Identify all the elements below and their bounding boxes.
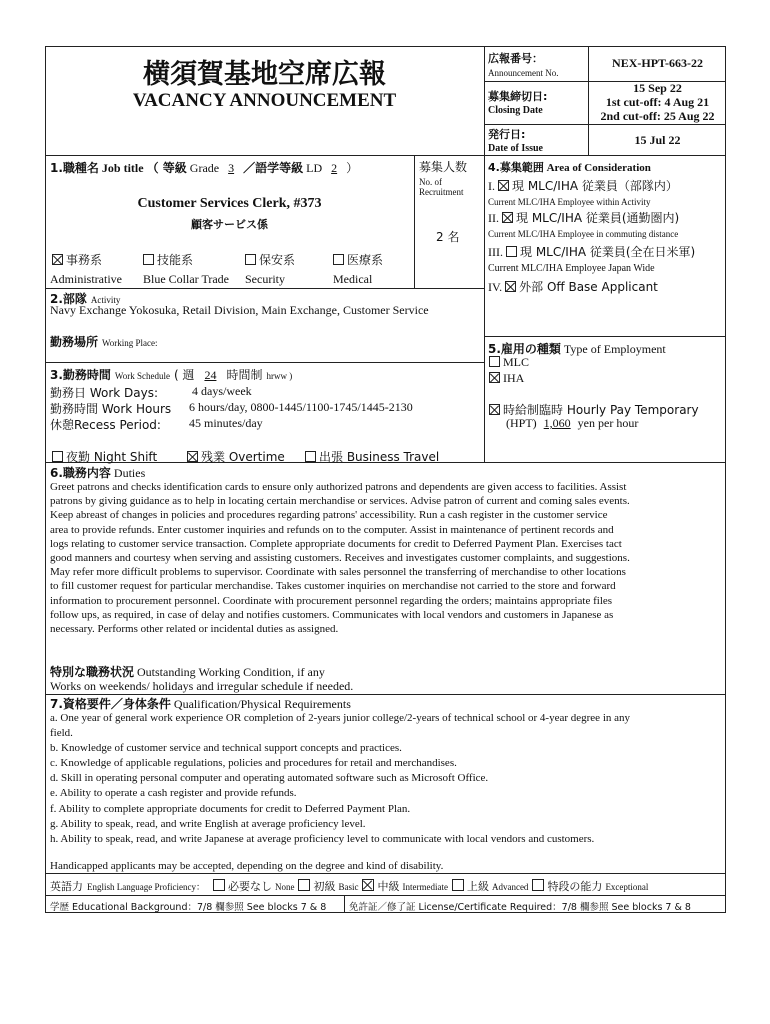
qualification-line: f. Ability to complete appropriate documents for credit to Deferred Payment Plan.: [50, 802, 411, 815]
duties-line: follow ups, as required, in case of delay and notifies customers. Communicates with local vendors and customers in Japanese as: [50, 608, 614, 621]
english-option-label-jp: 初級: [313, 880, 336, 893]
week-hours: 24: [204, 368, 217, 382]
grade-value: 3: [228, 161, 235, 175]
activity-label-jp: 2.部隊: [50, 292, 87, 306]
night-shift-label: 夜勤 Night Shift: [66, 450, 158, 464]
area-item-3[interactable]: [488, 243, 695, 274]
announcement-no: NEX-HPT-663-22: [612, 56, 703, 70]
divider: [484, 46, 485, 346]
area-num: IV.: [488, 280, 503, 294]
schedule-label: [50, 366, 292, 384]
issue-date: 15 Jul 22: [634, 133, 681, 147]
duties-line: patrons by giving guidance as to help in locating certain merchandise or services. Advise patron of current and coming sales events.: [50, 495, 630, 508]
special-condition-value: Works on weekends/ holidays and irregular schedule if needed.: [50, 679, 354, 693]
qualification-line: d. Skill in operating personal computer and operating automated software such as Microsoft Office.: [50, 772, 489, 785]
duties-line: necessary. Performs other related or incidental duties as assigned.: [50, 623, 339, 636]
checkbox[interactable]: [298, 879, 310, 891]
grade-label-en: Grade: [189, 161, 220, 175]
work-hours-label: 勤務時間 Work Hours: [50, 402, 172, 416]
recruit-label-en-1: No. of: [419, 177, 442, 187]
hpt-suffix: yen per hour: [577, 416, 639, 430]
checkbox[interactable]: [452, 879, 464, 891]
duties-label-jp: 6.職務内容: [50, 466, 111, 480]
qualification-line: field.: [50, 727, 73, 740]
area-label-jp: 4.募集範囲: [488, 161, 544, 174]
qualification-line: c. Knowledge of applicable regulations, policies and procedures for retail and merchandises.: [50, 757, 457, 770]
overtime-option[interactable]: [187, 448, 285, 465]
closing-date-label-jp: 募集締切日:: [488, 90, 548, 103]
grade-label-jp: （ 等級: [146, 161, 187, 175]
announcement-no-label: [488, 50, 558, 78]
english-option-label-en: Intermediate: [402, 882, 448, 892]
english-option-label-jp: 中級: [377, 880, 400, 893]
checkbox[interactable]: [532, 879, 544, 891]
qualification-label-jp: 7.資格要件／身体条件: [50, 697, 171, 711]
divider: [414, 155, 415, 288]
recess-value: 45 minutes/day: [189, 416, 263, 430]
recruit-label-en-2: Recruitment: [419, 187, 464, 197]
area-num: I.: [488, 179, 495, 193]
english-option-basic[interactable]: [298, 877, 358, 894]
area-label-en: Area of Consideration: [546, 162, 651, 174]
english-option-advanced[interactable]: [452, 877, 528, 894]
area-label: [488, 159, 651, 175]
week-suffix-en: hrww ): [266, 371, 293, 381]
checkbox[interactable]: [489, 404, 500, 415]
category-label-jp: 技能系: [157, 253, 194, 267]
work-hours-value: 6 hours/day, 0800-1445/1100-1745/1445-2130: [189, 400, 413, 414]
checkbox[interactable]: [489, 372, 500, 383]
area-label-en: Current MLC/IHA Employee within Activity: [488, 197, 651, 207]
duties-line: May refer more difficult problems to supervisor. Coordinate with sales personnel the transferring of merchandise to other locations: [50, 566, 626, 579]
area-num: II.: [488, 211, 499, 225]
category-label-en: Blue Collar Trade: [143, 272, 229, 286]
closing-date-block: [589, 81, 726, 123]
business-travel-label: 出張 Business Travel: [319, 450, 440, 464]
duties-text: [50, 480, 722, 636]
mlc-label: MLC: [503, 355, 530, 369]
english-option-label-en: Basic: [338, 882, 359, 892]
checkbox[interactable]: [506, 246, 517, 257]
checkbox[interactable]: [187, 451, 198, 462]
lang-label-en: LD: [306, 161, 323, 175]
qualification-line: h. Ability to speak, read, and write Japanese at average proficiency level to communicate with local vendors and customers.: [50, 832, 595, 845]
hpt-label: 時給制臨時 Hourly Pay Temporary: [503, 403, 699, 417]
qualification-label: [50, 695, 351, 712]
duties-label-en: Duties: [113, 466, 146, 480]
issue-date-label: [488, 126, 543, 154]
checkbox[interactable]: [502, 212, 513, 223]
english-option-label-en: None: [274, 882, 295, 892]
area-label-en: Current MLC/IHA Employee in commuting distance: [488, 229, 679, 239]
english-option-label-jp: 必要なし: [227, 880, 272, 893]
checkbox[interactable]: [52, 451, 63, 462]
checkbox[interactable]: [498, 180, 509, 191]
employment-label-en: Type of Employment: [563, 342, 666, 356]
duties-line: information to procurement personnel. Coordinate with procurement personnel regarding the orders; maintains appropriate files: [50, 594, 613, 607]
lang-label-jp: ／語学等級: [243, 161, 304, 175]
closing-date-label: [488, 88, 547, 116]
divider: [484, 124, 726, 125]
working-place-label: [50, 333, 158, 351]
activity-label-en: Activity: [90, 295, 121, 305]
category-label-jp: 保安系: [259, 253, 296, 267]
checkbox[interactable]: [333, 254, 344, 265]
english-proficiency: [50, 877, 648, 895]
education-requirement: 学歴 Educational Background：7/8 欄参照 See blocks 7 & 8: [50, 902, 327, 913]
hpt-rate: 1,060: [543, 416, 571, 430]
qualification-label-en: Qualification/Physical Requirements: [173, 697, 351, 711]
category-label-jp: 医療系: [347, 253, 384, 267]
job-title-jp: 顧客サービス係: [191, 218, 268, 231]
divider: [45, 155, 726, 156]
qualification-line: e. Ability to operate a cash register and provide refunds.: [50, 787, 297, 800]
category-security[interactable]: [245, 251, 295, 287]
hpt-prefix: (HPT): [506, 416, 537, 430]
area-item-4[interactable]: [488, 278, 658, 295]
checkbox[interactable]: [52, 254, 63, 265]
english-option-label-en: Advanced: [491, 882, 529, 892]
activity-value: Navy Exchange Yokosuka, Retail Division, Main Exchange, Customer Service: [50, 303, 429, 317]
english-label-jp: 英語力: [50, 880, 83, 893]
employment-iha[interactable]: [489, 371, 524, 386]
license-requirement: 免許証／修了証 License/Certificate Required：7/8 欄参照 See blocks 7 & 8: [349, 902, 691, 913]
duties-line: area to provide refunds. Enter customer inquiries and refunds on to the computer. Assist in maintenance of pertinent records and: [50, 523, 614, 536]
special-condition-label: [50, 663, 325, 680]
close-paren: ）: [346, 161, 359, 175]
category-blue-collar[interactable]: [143, 251, 229, 287]
category-label-en: Administrative: [50, 272, 122, 286]
area-label-jp: 現 MLC/IHA 従業員(通勤圏内): [516, 211, 680, 225]
job-label-en: Job title: [101, 161, 144, 175]
closing-date-label-en: Closing Date: [488, 105, 543, 116]
recess-label: 休憩Recess Period:: [50, 418, 161, 432]
area-label-jp: 現 MLC/IHA 従業員(全在日米軍): [520, 245, 696, 259]
night-shift-option[interactable]: [52, 448, 157, 465]
title-en: VACANCY ANNOUNCEMENT: [132, 90, 397, 111]
qualification-line: g. Ability to speak, read, and write English at average proficiency level.: [50, 817, 366, 830]
work-days-label: 勤務日 Work Days:: [50, 386, 159, 400]
checkbox[interactable]: [213, 879, 225, 891]
issue-date-label-jp: 発行日:: [488, 128, 526, 141]
duties-label: [50, 464, 145, 481]
divider: [45, 895, 726, 896]
area-label-en: Current MLC/IHA Employee Japan Wide: [488, 263, 655, 274]
recruit-count: 2 名: [436, 230, 460, 244]
employment-label-jp: 5.雇用の種類: [488, 342, 561, 356]
area-item-1[interactable]: [488, 177, 678, 207]
closing-date: 15 Sep 22: [633, 81, 682, 95]
english-option-label-jp: 特段の能力: [547, 880, 603, 893]
divider: [45, 362, 484, 363]
place-label-en: Working Place:: [102, 338, 158, 348]
duties-line: Greet patrons and checks identification cards to ensure only authorized patrons and dependents are given access to facilities. Assist: [50, 481, 627, 493]
qualification-line: a. One year of general work experience OR completion of 2-years junior college/2-years of technical school or 4-year degree in any: [50, 712, 631, 724]
duties-line: good manners and courtesy when serving and assisting customers. Receives and investigates customer complaints, and suggestions.: [50, 552, 630, 565]
cutoff-2: 2nd cut-off: 25 Aug 22: [600, 109, 715, 123]
issue-date-label-en: Date of Issue: [488, 143, 543, 154]
duties-line: to fill customer request for particular merchandise. Takes customer inquiries on merchandise not carried to the store and forward: [50, 580, 616, 593]
special-label-en: Outstanding Working Condition, if any: [137, 665, 325, 679]
iha-label: IHA: [503, 371, 525, 385]
english-option-exceptional[interactable]: [532, 877, 648, 894]
divider: [45, 288, 484, 289]
divider: [484, 336, 485, 462]
announcement-no-label-en: Announcement No.: [488, 68, 559, 78]
checkbox[interactable]: [362, 879, 374, 891]
english-option-label-jp: 上級: [466, 880, 489, 893]
recruit-label-jp: 募集人数: [419, 160, 468, 174]
divider: [484, 336, 726, 337]
checkbox[interactable]: [305, 451, 316, 462]
overtime-label: 残業 Overtime: [201, 450, 285, 464]
week-prefix: ( 週: [173, 368, 195, 382]
category-label-en: Security: [245, 272, 285, 286]
english-option-none[interactable]: [213, 877, 295, 894]
duties-line: logs relating to customer service transaction. Complete appropriate documents for credit to Deferred Payment Plan. Exercises tact: [50, 537, 622, 550]
category-label-jp: 事務系: [66, 253, 103, 267]
recruit-label: [419, 158, 467, 197]
checkbox[interactable]: [489, 356, 500, 367]
employment-mlc[interactable]: [489, 355, 529, 370]
duties-line: Keep abreast of changes in policies and procedures regarding patrons' accessibility. Run a cash register in the customer service: [50, 509, 608, 522]
handicapped-note: Handicapped applicants may be accepted, depending on the degree and kind of disability.: [50, 860, 444, 872]
week-suffix-jp: 時間制: [226, 368, 263, 382]
category-administrative[interactable]: [52, 251, 122, 287]
divider: [344, 895, 345, 913]
checkbox[interactable]: [245, 254, 256, 265]
qualification-text: [50, 711, 722, 847]
job-title-line: [50, 159, 358, 176]
place-label-jp: 勤務場所: [50, 335, 99, 349]
area-num: III.: [488, 245, 503, 259]
job-title-en: Customer Services Clerk, #373: [137, 196, 322, 211]
checkbox[interactable]: [143, 254, 154, 265]
special-label-jp: 特別な職務状況: [50, 665, 135, 679]
area-label-jp: 外部 Off Base Applicant: [519, 280, 658, 294]
lang-grade-value: 2: [331, 161, 338, 175]
area-item-2[interactable]: [488, 209, 679, 239]
category-label-en: Medical: [333, 272, 373, 286]
title-jp: 横須賀基地空席広報: [143, 59, 386, 90]
checkbox[interactable]: [505, 281, 516, 292]
business-travel-option[interactable]: [305, 448, 439, 465]
english-option-intermediate[interactable]: [362, 877, 447, 894]
work-days-value: 4 days/week: [192, 384, 252, 398]
english-label-en: English Language Proficiency：: [87, 882, 205, 892]
schedule-label-en: Work Schedule: [114, 371, 170, 381]
area-label-jp: 現 MLC/IHA 従業員（部隊内）: [512, 179, 678, 193]
qualification-line: b. Knowledge of customer service and technical support concepts and practices.: [50, 742, 402, 755]
category-medical[interactable]: [333, 251, 383, 287]
english-option-label-en: Exceptional: [605, 882, 649, 892]
announcement-no-label-jp: 広報番号：: [488, 52, 543, 65]
job-label-jp: 1.職種名: [50, 161, 99, 175]
divider: [45, 873, 726, 874]
cutoff-1: 1st cut-off: 4 Aug 21: [605, 95, 710, 109]
hpt-rate-line: [506, 416, 638, 431]
schedule-label-jp: 3.勤務時間: [50, 368, 111, 382]
